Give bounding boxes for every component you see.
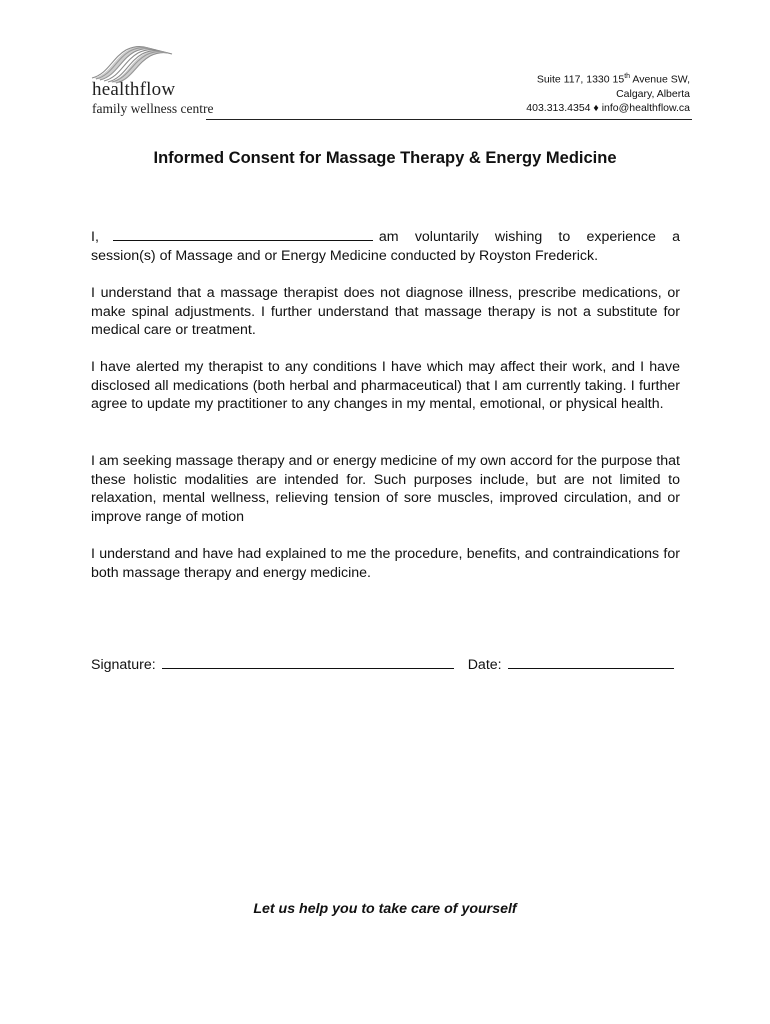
phone-number: 403.313.4354 (526, 101, 591, 114)
date-label: Date: (467, 657, 502, 673)
clinic-address (526, 70, 690, 115)
signature-row (91, 656, 680, 673)
date-blank-field[interactable] (508, 656, 674, 669)
healthflow-logo (86, 44, 246, 116)
contact-line (526, 101, 690, 115)
consent-paragraph-5: I understand and have had explained to me the procedure, benefits, and contraindications for both massage therapy and energy medicine. (91, 546, 680, 581)
swoosh-logo-icon (90, 44, 174, 84)
consent-paragraph-4: I am seeking massage therapy and or energy medicine of my own accord for the purpose that these holistic modalities are intended for. Such purposes include, but are not limited to relaxation, mental wellness, relieving tension of sore muscles, improved circulation, and or improve range of motion (91, 453, 680, 526)
brand-tagline: family wellness centre (92, 101, 214, 116)
consent-paragraph-3: I have alerted my therapist to any conditions I have which may affect their work, and I have disclosed all medications (both herbal and pharmaceutical) that I am currently taking. I further agree to update my practitioner to any changes in my mental, emotional, or physical health. (91, 359, 680, 413)
address-street-prefix: Suite 117, 1330 15 (536, 73, 625, 86)
document-title: Informed Consent for Massage Therapy & Energy Medicine (153, 149, 617, 167)
signature-label: Signature: (91, 657, 156, 673)
header-divider (206, 119, 692, 120)
footer-slogan: Let us help you to take care of yourself (253, 901, 517, 917)
email-address: info@healthflow.ca (601, 101, 690, 114)
address-line-1 (526, 70, 690, 87)
paragraph-1-rest: am voluntarily wishing to experience a session(s) of Massage and or Energy Medicine conducted by Royston Frederick. (91, 229, 680, 264)
address-ordinal-suffix: th (624, 73, 631, 80)
address-street-suffix: Avenue SW, (630, 73, 690, 86)
consent-paragraph-2: I understand that a massage therapist does not diagnose illness, prescribe medications, or make spinal adjustments. I further understand that massage therapy is not a substitute for medical care or treatment. (91, 285, 680, 339)
address-line-2: Calgary, Alberta (616, 87, 690, 100)
paragraph-1-start: I, (91, 229, 99, 245)
signature-blank-field[interactable] (162, 656, 454, 669)
consent-paragraph-1 (91, 228, 680, 265)
brand-name: healthflow (92, 79, 176, 100)
name-blank-field[interactable] (113, 228, 373, 241)
diamond-separator-icon: ♦ (593, 101, 599, 114)
